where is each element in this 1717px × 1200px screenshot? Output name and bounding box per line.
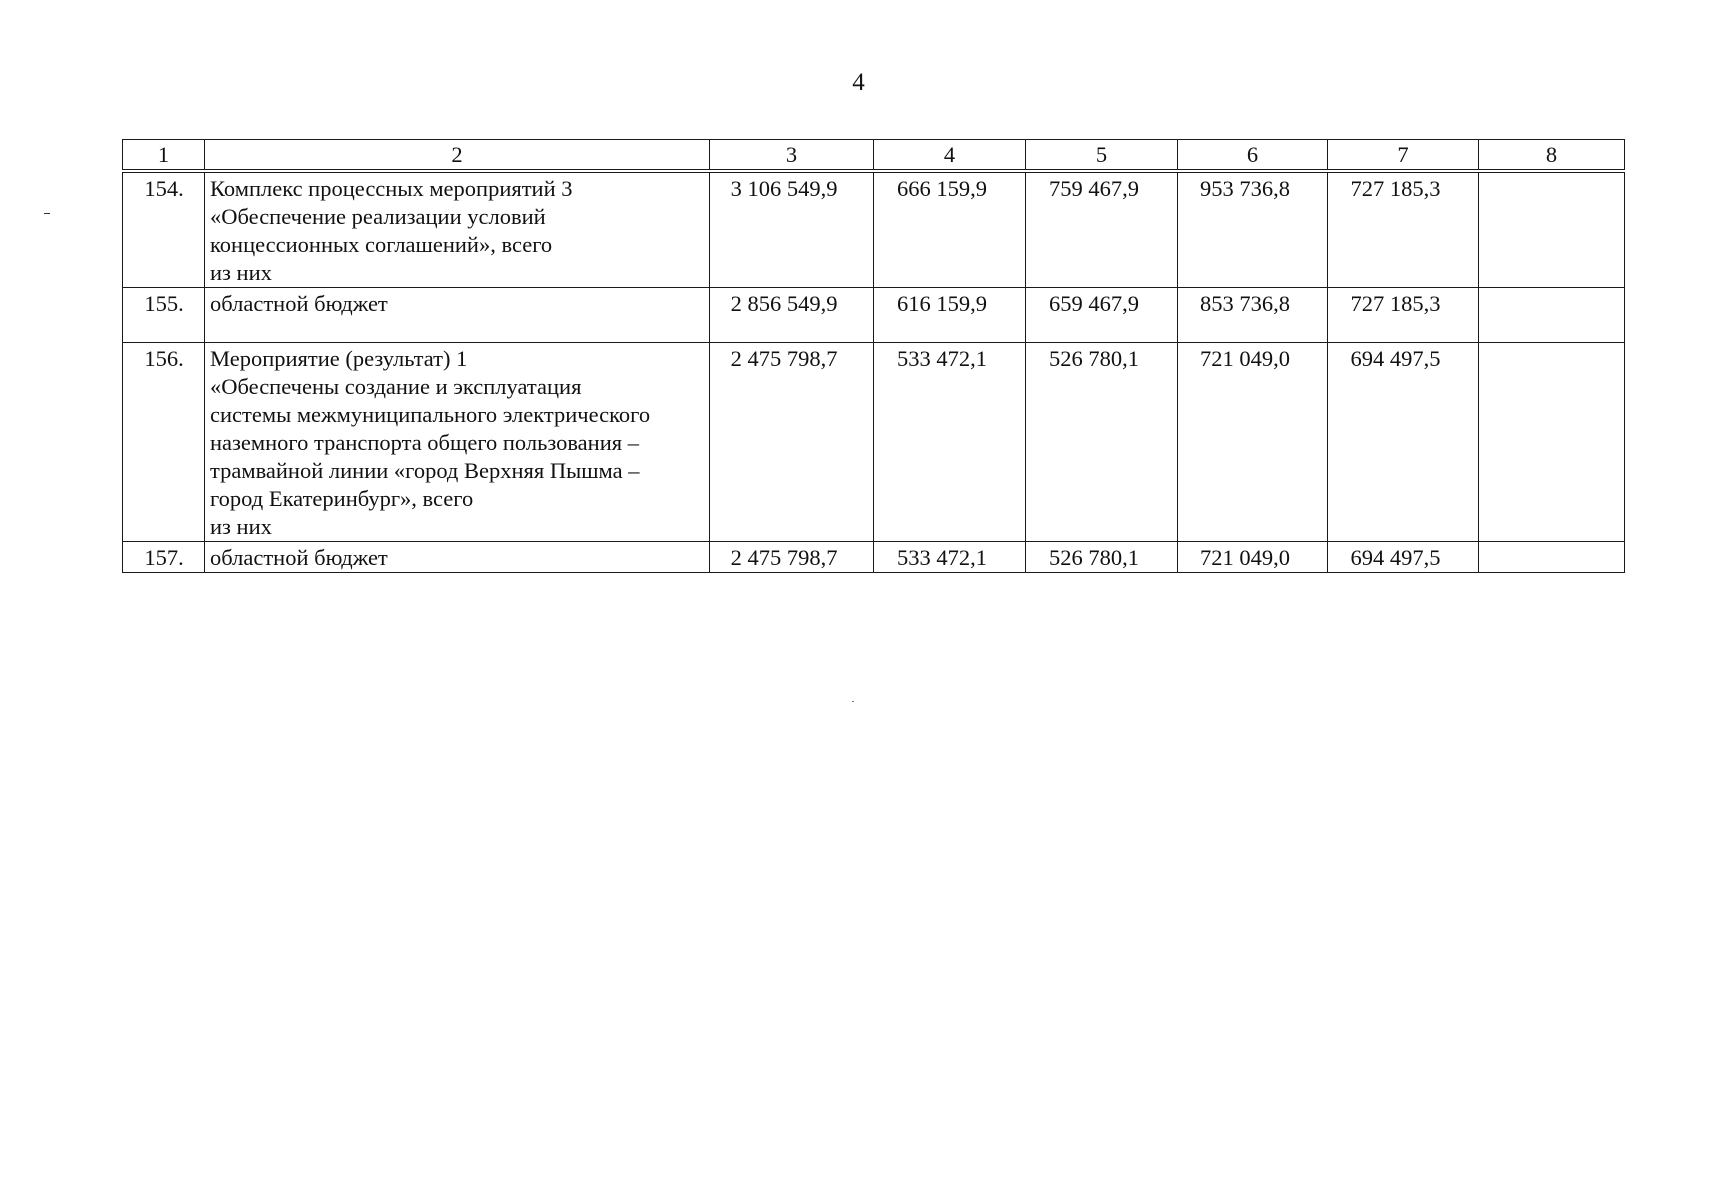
row-name-line: из них — [210, 260, 272, 285]
value-cell: 853 736,8 — [1178, 288, 1328, 343]
value-cell: 2 475 798,7 — [710, 343, 874, 542]
row-name — [205, 343, 710, 542]
value-cell: 526 780,1 — [1026, 343, 1178, 542]
row-number: 154. — [123, 171, 205, 288]
value-cell: 721 049,0 — [1178, 542, 1328, 573]
value-cell: 533 472,1 — [874, 343, 1026, 542]
table-header-row — [123, 140, 1625, 172]
header-cell: 7 — [1328, 140, 1479, 172]
row-name-line: «Обеспечение реализации условий — [210, 204, 546, 229]
value-cell — [1479, 542, 1625, 573]
row-name — [205, 542, 710, 573]
header-cell: 3 — [710, 140, 874, 172]
row-name — [205, 288, 710, 343]
row-name-line: Мероприятие (результат) 1 — [210, 346, 468, 371]
header-cell: 8 — [1479, 140, 1625, 172]
value-cell: 759 467,9 — [1026, 171, 1178, 288]
value-cell — [1479, 171, 1625, 288]
header-cell: 5 — [1026, 140, 1178, 172]
scan-dot — [852, 701, 854, 702]
header-cell: 6 — [1178, 140, 1328, 172]
row-number: 156. — [123, 343, 205, 542]
header-cell: 2 — [205, 140, 710, 172]
value-cell: 727 185,3 — [1328, 288, 1479, 343]
budget-table — [122, 139, 1625, 573]
row-number: 157. — [123, 542, 205, 573]
row-name-line: город Екатеринбург», всего — [210, 486, 474, 511]
table-row — [123, 343, 1625, 542]
value-cell: 694 497,5 — [1328, 343, 1479, 542]
value-cell: 616 159,9 — [874, 288, 1026, 343]
value-cell: 2 475 798,7 — [710, 542, 874, 573]
row-name-line: «Обеспечены создание и эксплуатация — [210, 374, 582, 399]
table-row — [123, 288, 1625, 343]
value-cell: 3 106 549,9 — [710, 171, 874, 288]
row-name-line: системы межмуниципального электрического — [210, 402, 651, 427]
header-cell: 4 — [874, 140, 1026, 172]
row-name — [205, 171, 710, 288]
row-name-line: наземного транспорта общего пользования – — [210, 430, 639, 455]
table-row — [123, 542, 1625, 573]
value-cell: 694 497,5 — [1328, 542, 1479, 573]
row-name-line: областной бюджет — [210, 291, 388, 316]
row-name-line: концессионных соглашений», всего — [210, 232, 553, 257]
value-cell — [1479, 343, 1625, 542]
row-number: 155. — [123, 288, 205, 343]
row-name-line: из них — [210, 514, 272, 539]
row-name-line: трамвайной линии «город Верхняя Пышма – — [210, 458, 640, 483]
value-cell: 666 159,9 — [874, 171, 1026, 288]
value-cell: 721 049,0 — [1178, 343, 1328, 542]
table-row — [123, 171, 1625, 288]
value-cell: 526 780,1 — [1026, 542, 1178, 573]
value-cell: 533 472,1 — [874, 542, 1026, 573]
value-cell: 659 467,9 — [1026, 288, 1178, 343]
value-cell: 953 736,8 — [1178, 171, 1328, 288]
value-cell: 2 856 549,9 — [710, 288, 874, 343]
page-number: 4 — [852, 69, 865, 96]
row-name-line: Комплекс процессных мероприятий 3 — [210, 176, 573, 201]
value-cell — [1479, 288, 1625, 343]
scan-mark — [44, 213, 50, 214]
header-cell: 1 — [123, 140, 205, 172]
row-name-line: областной бюджет — [210, 545, 388, 570]
value-cell: 727 185,3 — [1328, 171, 1479, 288]
